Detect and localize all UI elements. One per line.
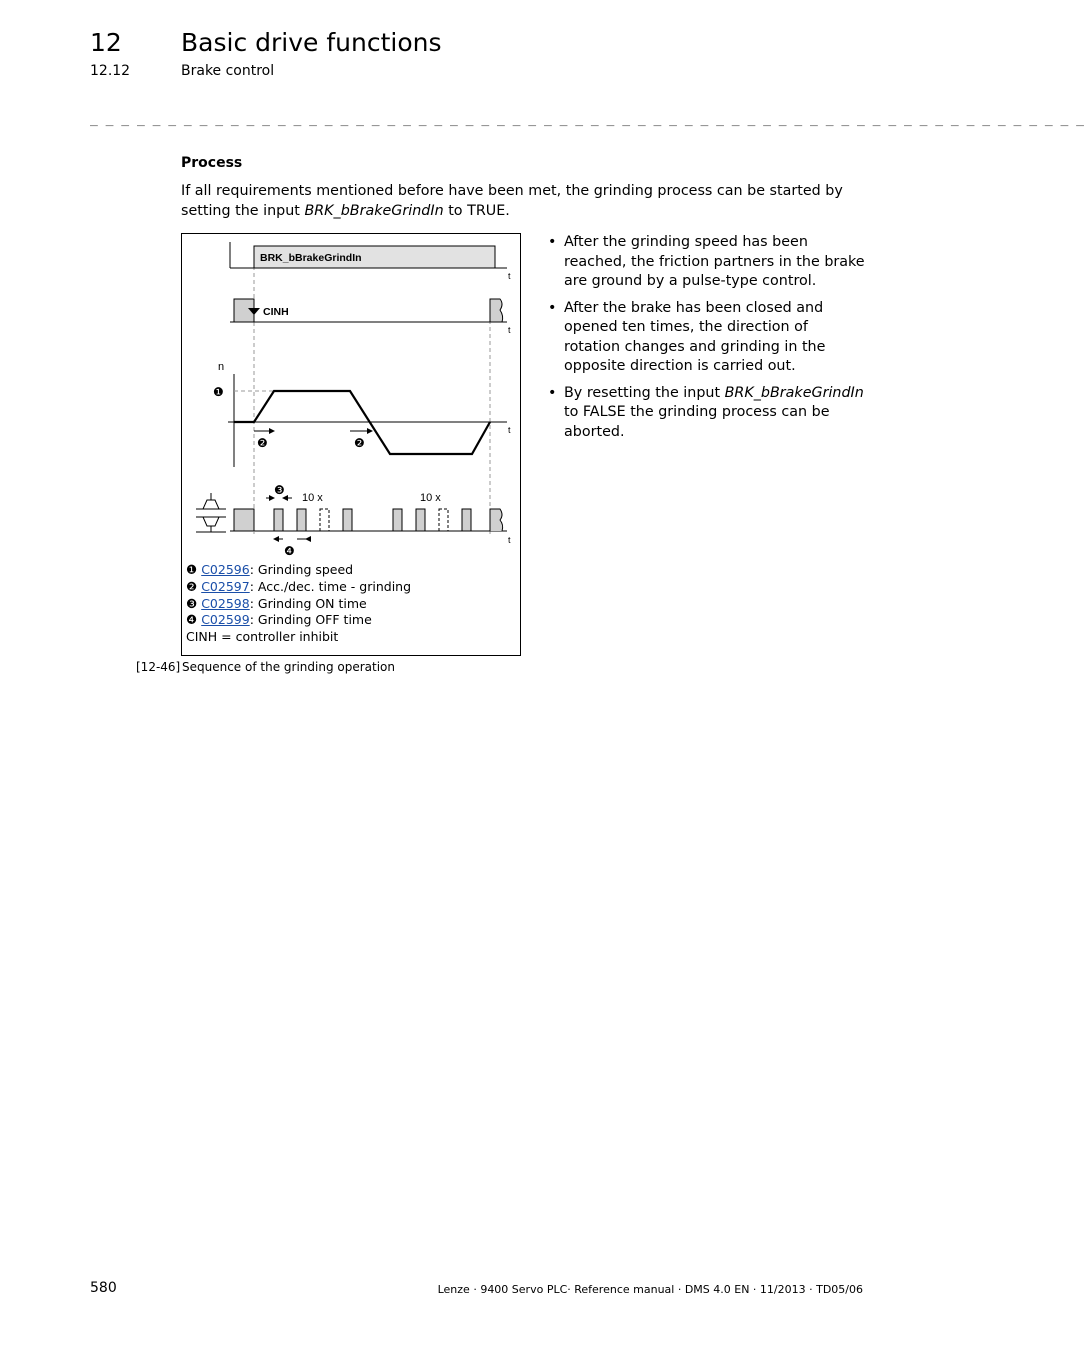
legend-link-C02597[interactable]: C02597 [201,578,250,594]
speed-profile [213,361,511,467]
chapter-number: 12 [90,28,122,57]
bullet-text: By resetting the input [564,384,725,401]
brake-pulses [230,483,511,558]
intro-paragraph [181,182,871,221]
legend-row [186,579,411,596]
legend-link-C02596[interactable]: C02596 [201,562,250,577]
figure-legend [186,562,411,646]
legend-marker: ❶ [186,562,198,577]
brake-symbol-icon [196,493,226,532]
figure-caption [136,660,395,674]
intro-signal-name: BRK_bBrakeGrindIn [304,202,444,219]
section-number: 12.12 [90,63,131,79]
axis-t-label: t [508,271,511,281]
footer-text: Lenze · 9400 Servo PLC· Reference manual · DMS 4.0 EN · 11/2013 · TD05/06 [437,1283,863,1296]
grinding-sequence-figure [181,233,521,656]
section-title: Brake control [181,63,275,79]
signal-cinh [230,299,511,335]
intro-text-1: If all requirements mentioned before have been met, the grinding process can be started by setting the input [181,183,843,219]
marker-2a: ❷ [257,436,268,450]
legend-link-C02599[interactable]: C02599 [201,612,250,628]
axis-t-label-speed: t [508,425,511,435]
bullet-list [548,233,868,449]
legend-note: CINH = controller inhibit [186,629,339,645]
bullet-item [548,384,868,443]
marker-3: ❸ [274,483,285,497]
legend-text: : Acc./dec. time - grinding [249,578,412,594]
marker-4: ❹ [284,544,295,558]
bullet-text: to FALSE the grinding process can be aborted. [564,404,830,440]
axis-t-label-cinh: t [508,325,511,335]
marker-2b: ❷ [354,436,365,450]
legend-text: : Grinding OFF time [249,612,372,628]
bullet-item: • After the brake has been closed and opened ten times, the direction of rotation changes and grinding in the opposite direction is carried out. [548,299,868,377]
axis-n-label: n [218,361,225,373]
legend-marker: ❷ [186,578,198,594]
marker-1: ❶ [213,385,224,399]
guide-lines [254,252,490,534]
signal-label: BRK_bBrakeGrindIn [260,252,362,264]
cinh-label: CINH [263,306,289,318]
bullet-signal-name: BRK_bBrakeGrindIn [724,384,864,401]
signal-grind-in [230,242,511,281]
page-number: 580 [90,1280,117,1296]
section-heading: Process [181,155,243,171]
legend-row [186,612,411,629]
legend-marker: ❹ [186,612,198,628]
axis-t-label-brake: t [508,535,511,545]
legend-row [186,596,411,613]
intro-text-2: to TRUE. [443,202,510,219]
bullet-item: • After the grinding speed has been reached, the friction partners in the brake are ground by a pulse-type control. [548,233,868,292]
caption-number: [12-46] [136,660,181,674]
header-rule: _ _ _ _ _ _ _ _ _ _ _ _ _ _ _ _ _ _ _ _ _ _ _ _ _ _ _ _ _ _ _ _ _ _ _ _ _ _ _ _ _ _ _ _ _ _ _ _ _ _ _ _ _ _ _ _ _ _ _ _ _ _ _ _ [90,112,1084,127]
repeat-label-1: 10 x [302,492,323,504]
legend-marker: ❸ [186,595,198,611]
legend-text: : Grinding ON time [249,595,367,611]
legend-text: : Grinding speed [249,562,354,577]
legend-link-C02598[interactable]: C02598 [201,595,250,611]
caption-text: Sequence of the grinding operation [182,660,395,674]
legend-row [186,562,411,579]
chapter-title: Basic drive functions [181,28,442,57]
repeat-label-2: 10 x [420,492,441,504]
